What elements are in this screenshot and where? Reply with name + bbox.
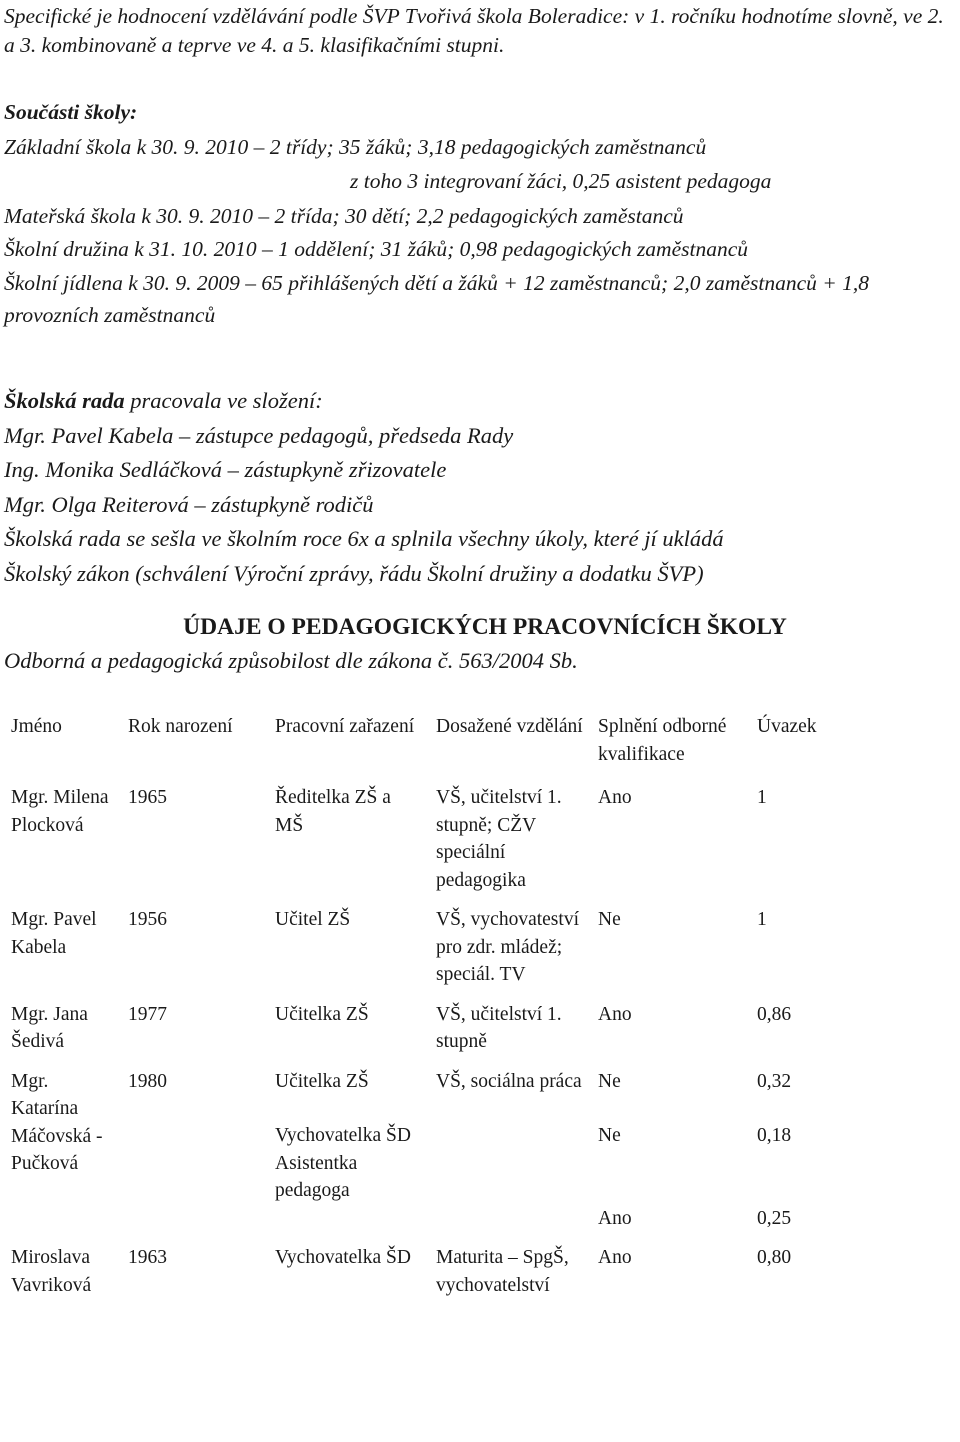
- cell-qualification: Ano: [598, 787, 632, 808]
- council-member: Ing. Monika Sedláčková – zástupkyně zřizovatele: [4, 457, 447, 482]
- qualification-entry: Ano: [598, 1207, 632, 1229]
- cell-year: 1956: [128, 909, 167, 930]
- school-part-line: Mateřská škola k 30. 9. 2010 – 2 třída; 30 dětí; 2,2 pedagogických zaměstanců: [4, 203, 684, 228]
- cell-education: VŠ, učitelství 1. stupně; CŽV speciální pedagogika: [436, 787, 562, 891]
- qualification-entry: Ne: [598, 1125, 621, 1146]
- cell-qualification: Ano: [598, 1003, 632, 1025]
- council-title: [4, 384, 724, 419]
- cell-workload: 1: [757, 787, 767, 808]
- staff-table: [4, 713, 853, 1299]
- school-part-line: z toho 3 integrovaní žáci, 0,25 asistent pedagoga: [350, 169, 772, 193]
- cell-role: [268, 1068, 429, 1245]
- council-title-bold: Školská rada: [4, 388, 125, 413]
- table-row: [4, 1001, 853, 1068]
- council-summary: Školský zákon (schválení Výroční zprávy, řádu Školní družiny a dodatku ŠVP): [4, 560, 704, 586]
- cell-year: 1965: [128, 787, 167, 808]
- cell-role: Učitel ZŠ: [275, 909, 351, 930]
- workload-entry: 0,25: [757, 1207, 792, 1229]
- cell-year: 1963: [128, 1247, 167, 1268]
- cell-qualification: Ano: [598, 1247, 632, 1268]
- workload-entry: 0,32: [757, 1070, 792, 1092]
- role-entry: Vychovatelka ŠD: [275, 1125, 411, 1146]
- cell-name: Mgr. Pavel Kabela: [11, 909, 97, 958]
- cell-name: Mgr. Milena Plocková: [11, 787, 109, 836]
- header-name: Jméno: [11, 716, 62, 737]
- header-workload: Úvazek: [757, 716, 817, 737]
- school-part-line: Základní škola k 30. 9. 2010 – 2 třídy; 35 žáků; 3,18 pedagogických zaměstnanců: [4, 134, 707, 159]
- council-summary: Školská rada se sešla ve školním roce 6x a splnila všechny úkoly, které jí ukládá: [4, 526, 724, 551]
- cell-workload: [750, 1068, 853, 1245]
- cell-name: Mgr. Katarína Máčovská - Pučková: [11, 1070, 103, 1174]
- cell-qualification: [591, 1068, 750, 1245]
- cell-education: VŠ, sociálna práca: [436, 1070, 582, 1092]
- evaluation-text: Specifické je hodnocení vzdělávání podle ŠVP Tvořivá škola Boleradice: v 1. ročníku hodnotíme slovně, ve 2. a 3. kombinovaně a teprve ve 4. a 5. klasifikačními stupni.: [4, 4, 944, 57]
- header-year: Rok narození: [128, 716, 233, 737]
- cell-role: Ředitelka ZŠ a MŠ: [275, 787, 391, 836]
- cell-workload: 1: [757, 909, 767, 930]
- cell-year: 1977: [128, 1003, 167, 1025]
- cell-name: Mgr. Jana Šedivá: [11, 1003, 88, 1052]
- school-council-section: [4, 384, 724, 591]
- cell-role: Vychovatelka ŠD: [275, 1247, 411, 1268]
- header-education: Dosažené vzdělání: [436, 716, 583, 737]
- header-qualification: Splnění odborné kvalifikace: [598, 716, 727, 765]
- cell-qualification: Ne: [598, 909, 621, 930]
- cell-education: VŠ, učitelství 1. stupně: [436, 1003, 562, 1052]
- staff-heading: ÚDAJE O PEDAGOGICKÝCH PRACOVNÍCÍCH ŠKOLY: [183, 614, 787, 640]
- cell-education: VŠ, vychovateství pro zdr. mládež; speciál. TV: [436, 909, 579, 985]
- cell-workload: 0,80: [757, 1247, 792, 1268]
- council-member: Mgr. Olga Reiterová – zástupkyně rodičů: [4, 491, 374, 517]
- school-parts-title: Součásti školy:: [4, 100, 138, 124]
- role-entry: Asistentka pedagoga: [275, 1152, 358, 1201]
- school-parts-section: [4, 95, 944, 331]
- table-header-row: [4, 713, 853, 784]
- council-title-rest: pracovala ve složení:: [124, 388, 323, 413]
- table-row: [4, 1068, 853, 1245]
- school-part-line: Školní družina k 31. 10. 2010 – 1 oddělení; 31 žáků; 0,98 pedagogických zaměstnanců: [4, 237, 749, 261]
- header-role: Pracovní zařazení: [275, 716, 415, 737]
- cell-year: 1980: [128, 1070, 167, 1092]
- cell-role: Učitelka ZŠ: [275, 1003, 369, 1025]
- table-row: [4, 1244, 853, 1299]
- role-entry: Učitelka ZŠ: [275, 1070, 369, 1092]
- cell-education: Maturita – SpgŠ, vychovatelství: [436, 1247, 569, 1296]
- council-member: Mgr. Pavel Kabela – zástupce pedagogů, předseda Rady: [4, 422, 514, 448]
- school-part-line: Školní jídlena k 30. 9. 2009 – 65 přihlášených dětí a žáků + 12 zaměstnanců; 2,0 zaměstnanců + 1,8 provozních zaměstnanců: [4, 271, 870, 327]
- cell-name: Miroslava Vavriková: [11, 1247, 92, 1296]
- cell-workload: 0,86: [757, 1003, 792, 1025]
- evaluation-paragraph: [4, 2, 954, 60]
- workload-entry: 0,18: [757, 1125, 792, 1146]
- table-row: [4, 784, 853, 906]
- qualification-entry: Ne: [598, 1070, 621, 1092]
- staff-subheading: Odborná a pedagogická způsobilost dle zákona č. 563/2004 Sb.: [4, 648, 578, 673]
- table-row: [4, 906, 853, 1001]
